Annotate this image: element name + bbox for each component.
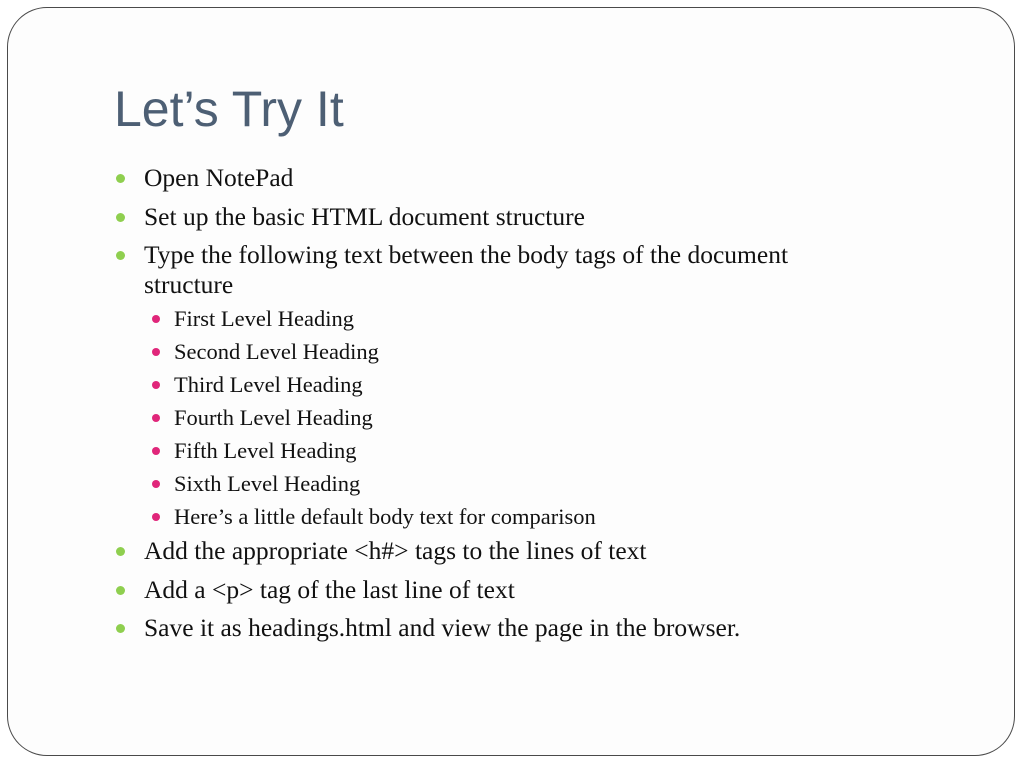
list-item-text: Set up the basic HTML document structure	[144, 201, 585, 231]
slide-title: Let’s Try It	[114, 81, 344, 137]
sub-list-item-text: Sixth Level Heading	[174, 471, 361, 496]
sub-bullet-list	[114, 305, 874, 531]
slide-content	[114, 163, 874, 652]
sub-bullet-icon	[152, 348, 160, 356]
sub-bullet-icon	[152, 381, 160, 389]
list-item	[114, 240, 874, 300]
list-item-text: Save it as headings.html and view the page in the browser.	[144, 613, 741, 642]
sub-list-item	[114, 371, 874, 399]
sub-list-item	[114, 305, 874, 333]
sub-list-item-text: Fourth Level Heading	[174, 405, 373, 430]
bullet-icon	[116, 547, 125, 556]
sublist-container	[114, 305, 874, 531]
sub-list-item-text: Third Level Heading	[174, 372, 363, 397]
sub-list-item	[114, 470, 874, 498]
sub-list-item	[114, 404, 874, 432]
bullet-list	[114, 163, 874, 643]
sub-bullet-icon	[152, 447, 160, 455]
bullet-icon	[116, 213, 125, 222]
list-item	[114, 202, 874, 232]
bullet-icon	[116, 586, 125, 595]
sub-list-item	[114, 503, 874, 531]
sub-bullet-icon	[152, 414, 160, 422]
sub-list-item-text: First Level Heading	[174, 306, 354, 331]
list-item-text: Open NotePad	[144, 163, 294, 192]
sub-list-item	[114, 437, 874, 465]
bullet-icon	[116, 174, 125, 183]
sub-list-item-text: Here’s a little default body text for comparison	[174, 504, 596, 529]
list-item-text: Add the appropriate <h#> tags to the lines of text	[144, 536, 647, 565]
sub-list-item-text: Second Level Heading	[174, 339, 379, 364]
list-item	[114, 575, 874, 605]
sub-bullet-icon	[152, 513, 160, 521]
list-item	[114, 163, 874, 193]
sub-bullet-icon	[152, 315, 160, 323]
list-item-text: Type the following text between the body tags of the document structure	[144, 240, 789, 299]
sub-list-item-text: Fifth Level Heading	[174, 438, 357, 463]
bullet-icon	[116, 251, 125, 260]
bullet-icon	[116, 624, 125, 633]
sub-bullet-icon	[152, 480, 160, 488]
sub-list-item	[114, 338, 874, 366]
list-item	[114, 613, 874, 643]
list-item	[114, 536, 874, 566]
list-item-text: Add a <p> tag of the last line of text	[144, 574, 515, 604]
